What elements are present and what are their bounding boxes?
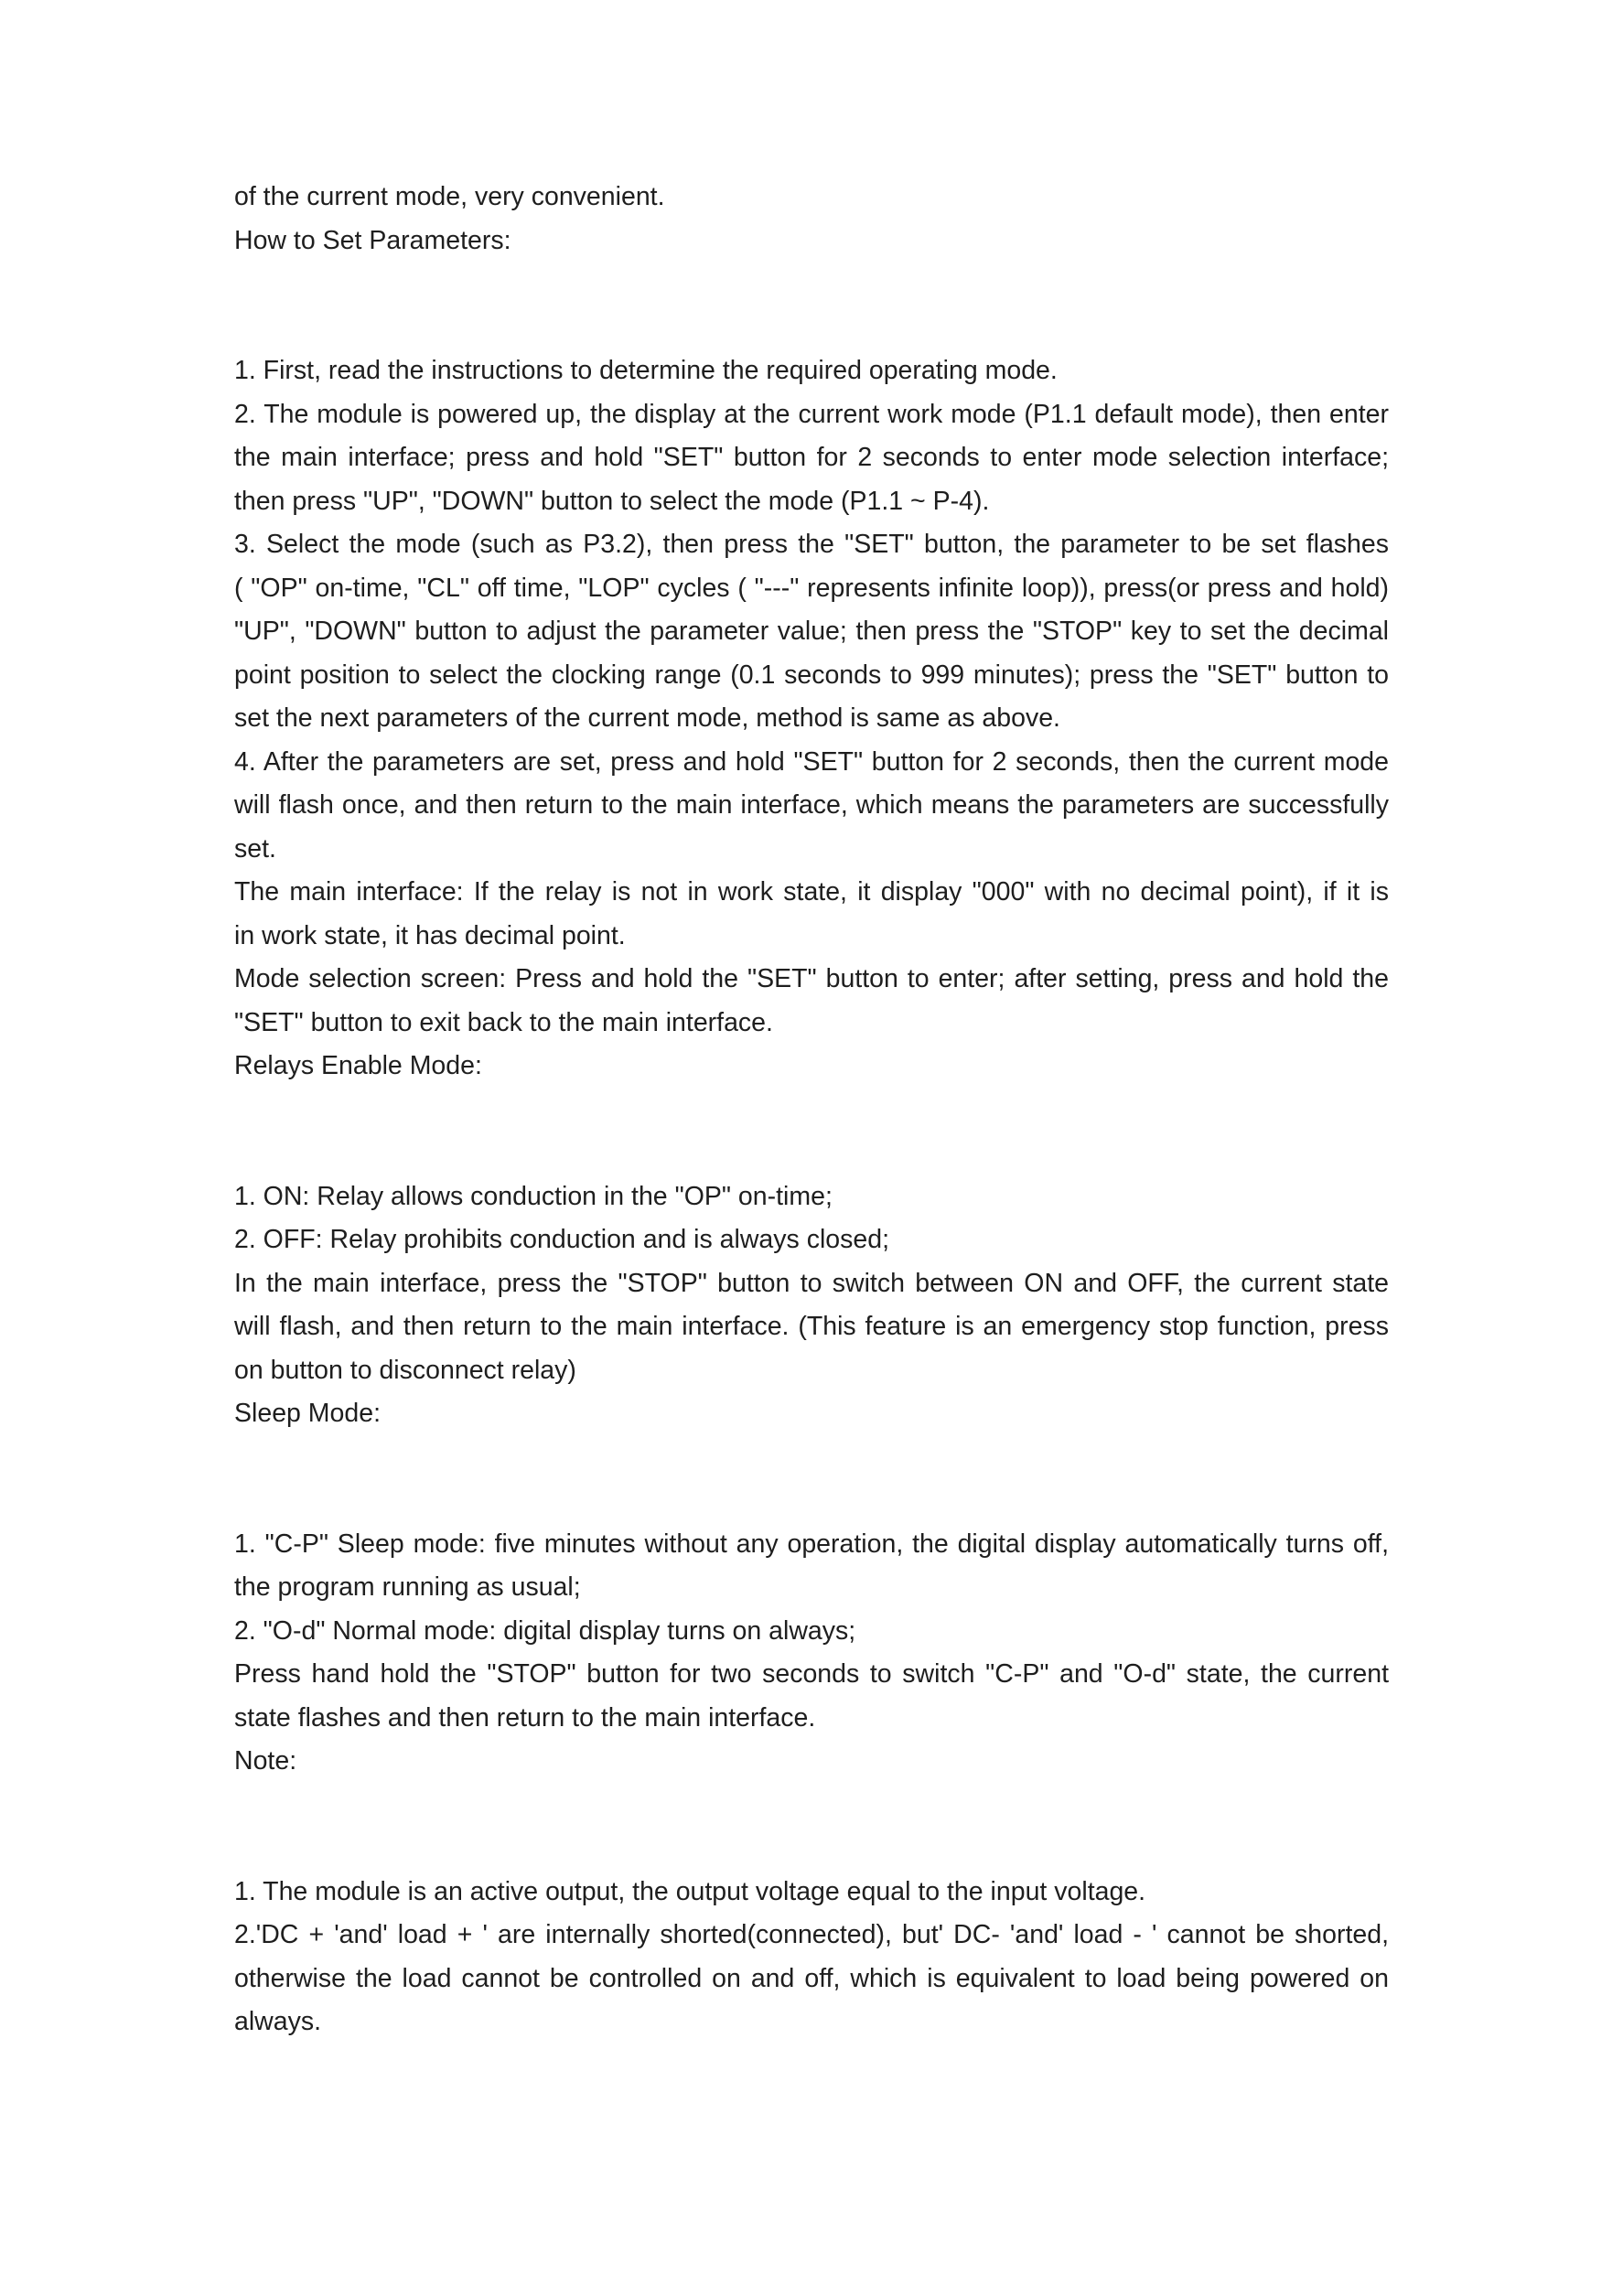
text-line: ( "OP" on-time, "CL" off time, "LOP" cycles ( "---" represents infinite loop)), press(or press and hold) bbox=[234, 573, 1389, 603]
text-line: 1. "C-P" Sleep mode: five minutes without any operation, the digital display automatically turns off, bbox=[234, 1529, 1389, 1559]
text-line: of the current mode, very convenient. bbox=[234, 182, 665, 211]
text-line: 4. After the parameters are set, press and hold "SET" button for 2 seconds, then the current mode bbox=[234, 746, 1389, 777]
text-line: otherwise the load cannot be controlled on and off, which is equivalent to load being powered on bbox=[234, 1963, 1389, 1993]
text-line: the main interface; press and hold "SET" button for 2 seconds to enter mode selection interface; bbox=[234, 443, 1389, 472]
text-line: 1. ON: Relay allows conduction in the "OP" on-time; bbox=[234, 1181, 833, 1211]
text-line: state flashes and then return to the main interface. bbox=[234, 1702, 816, 1733]
text-line: Press hand hold the "STOP" button for two seconds to switch "C-P" and "O-d" state, the current bbox=[234, 1659, 1389, 1689]
text-section bbox=[234, 176, 1389, 263]
text-section bbox=[234, 1871, 1389, 2044]
text-line: 2.'DC + 'and' load + ' are internally shorted(connected), but' DC- 'and' load - ' cannot be shorted, bbox=[234, 1920, 1389, 1949]
text-line: How to Set Parameters: bbox=[234, 225, 511, 255]
paragraph-gap bbox=[234, 263, 1389, 349]
text-line: 2. OFF: Relay prohibits conduction and is always closed; bbox=[234, 1225, 890, 1254]
text-section bbox=[234, 349, 1389, 1089]
text-line: 3. Select the mode (such as P3.2), then press the "SET" button, the parameter to be set flashes bbox=[234, 530, 1389, 559]
text-line: In the main interface, press the "STOP" button to switch between ON and OFF, the current state bbox=[234, 1268, 1389, 1298]
text-line: "UP", "DOWN" button to adjust the parameter value; then press the "STOP" key to set the decimal bbox=[234, 617, 1389, 646]
text-line: the program running as usual; bbox=[234, 1572, 581, 1602]
text-line: set. bbox=[234, 833, 276, 864]
text-line: on button to disconnect relay) bbox=[234, 1355, 576, 1385]
text-section bbox=[234, 1523, 1389, 1784]
paragraph-gap bbox=[234, 1784, 1389, 1871]
text-line: Mode selection screen: Press and hold the "SET" button to enter; after setting, press and hold the bbox=[234, 964, 1389, 993]
text-line: "SET" button to exit back to the main interface. bbox=[234, 1007, 773, 1037]
text-line: 2. "O-d" Normal mode: digital display turns on always; bbox=[234, 1615, 856, 1646]
text-line: Relays Enable Mode: bbox=[234, 1051, 482, 1080]
text-line: Note: bbox=[234, 1746, 297, 1776]
paragraph-gap bbox=[234, 1436, 1389, 1523]
text-line: The main interface: If the relay is not in work state, it display "000" with no decimal point), if it is bbox=[234, 877, 1389, 907]
text-line: in work state, it has decimal point. bbox=[234, 920, 626, 950]
text-line: 1. The module is an active output, the output voltage equal to the input voltage. bbox=[234, 1876, 1146, 1906]
text-line: always. bbox=[234, 2007, 322, 2036]
text-line: will flash once, and then return to the main interface, which means the parameters are successfully bbox=[234, 790, 1389, 820]
text-line: Sleep Mode: bbox=[234, 1399, 382, 1428]
paragraph-gap bbox=[234, 1089, 1389, 1175]
text-section bbox=[234, 1175, 1389, 1436]
text-line: then press "UP", "DOWN" button to select the mode (P1.1 ~ P-4). bbox=[234, 486, 990, 516]
text-line: point position to select the clocking range (0.1 seconds to 999 minutes); press the "SET" button to bbox=[234, 660, 1389, 690]
text-line: will flash, and then return to the main interface. (This feature is an emergency stop function, press bbox=[234, 1312, 1389, 1341]
text-line: set the next parameters of the current mode, method is same as above. bbox=[234, 703, 1060, 733]
document-page bbox=[234, 176, 1389, 2044]
text-line: 1. First, read the instructions to determine the required operating mode. bbox=[234, 356, 1058, 385]
text-line: 2. The module is powered up, the display at the current work mode (P1.1 default mode), then enter bbox=[234, 399, 1389, 429]
